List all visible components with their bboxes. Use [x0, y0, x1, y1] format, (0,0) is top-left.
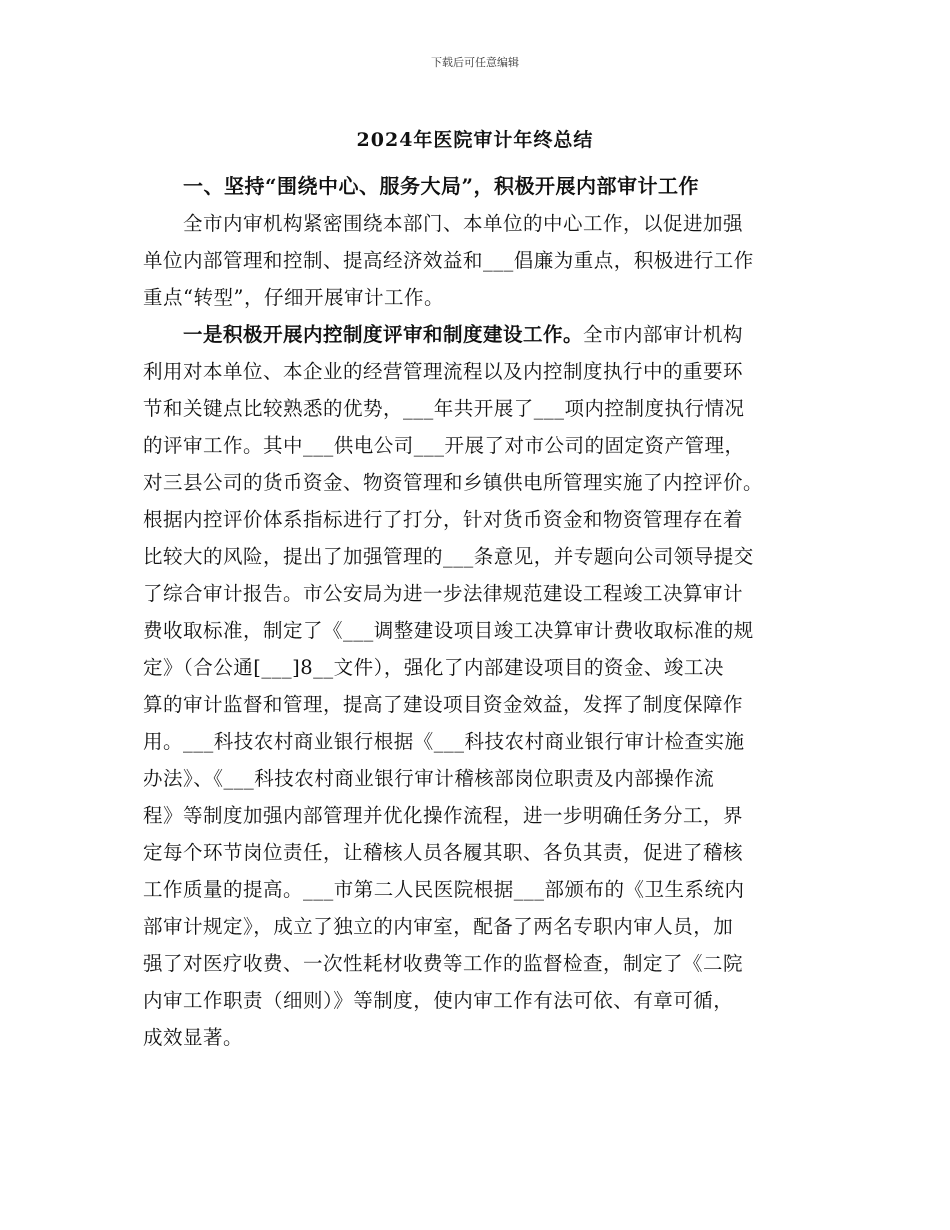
paragraph-lead-rest: 全市内部审计机构	[583, 323, 744, 346]
text-line: 了综合审计报告。市公安局为进一步法律规范建设工程竣工决算审计	[143, 582, 744, 605]
paragraph-lead: 一是积极开展内控制度评审和制度建设工作。	[183, 323, 584, 346]
section-heading: 一、坚持“围绕中心、服务大局”，积极开展内部审计工作	[183, 174, 700, 198]
text-line: 工作质量的提高。___市第二人民医院根据___部颁布的《卫生系统内	[143, 878, 745, 901]
text-line: 定每个环节岗位责任，让稽核人员各履其职、各负其责，促进了稽核	[143, 841, 744, 864]
page-header: 下载后可任意编辑	[431, 56, 519, 69]
text-line: 内审工作职责（细则）》等制度，使内审工作有法可依、有章可循，	[143, 989, 734, 1012]
text-line: 程》等制度加强内部管理并优化操作流程，进一步明确任务分工，界	[143, 804, 744, 827]
text-line: 重点“转型”，仔细开展审计工作。	[143, 286, 444, 309]
document-title: 2024年医院审计年终总结	[356, 129, 594, 151]
text-line: 算的审计监督和管理，提高了建设项目资金效益，发挥了制度保障作	[143, 693, 744, 716]
text-line: 单位内部管理和控制、提高经济效益和___倡廉为重点，积极进行工作	[143, 249, 754, 272]
text-line: 节和关键点比较熟悉的优势，___年共开展了___项内控制度执行情况	[143, 397, 745, 420]
text-line: 用。___科技农村商业银行根据《___科技农村商业银行审计检查实施	[143, 730, 745, 753]
text-line	[143, 316, 813, 353]
text-line: 比较大的风险，提出了加强管理的___条意见，并专题向公司领导提交	[143, 545, 754, 568]
text-line: 对三县公司的货币资金、物资管理和乡镇供电所管理实施了内控评价。	[143, 471, 764, 494]
text-line: 的评审工作。其中___供电公司___开展了对市公司的固定资产管理，	[143, 434, 745, 457]
document-body	[143, 168, 813, 1056]
text-line: 费收取标准，制定了《___调整建设项目竣工决算审计费收取标准的规	[143, 619, 754, 642]
text-line: 办法》、《___科技农村商业银行审计稽核部岗位职责及内部操作流	[143, 767, 715, 790]
text-line: 根据内控评价体系指标进行了打分，针对货币资金和物资管理存在着	[143, 508, 744, 531]
text-line: 强了对医疗收费、一次性耗材收费等工作的监督检查，制定了《二院	[143, 952, 744, 975]
paragraph-1	[143, 205, 813, 316]
text-line: 利用对本单位、本企业的经营管理流程以及内控制度执行中的重要环	[143, 360, 744, 383]
text-line: 部审计规定》，成立了独立的内审室，配备了两名专职内审人员，加	[143, 915, 734, 938]
text-line: 成效显著。	[143, 1026, 244, 1049]
paragraph-2	[143, 316, 813, 1056]
text-line: 全市内审机构紧密围绕本部门、本单位的中心工作，以促进加强	[183, 212, 744, 235]
text-line: 定》（合公通[___]8__文件），强化了内部建设项目的资金、竣工决	[143, 656, 724, 679]
